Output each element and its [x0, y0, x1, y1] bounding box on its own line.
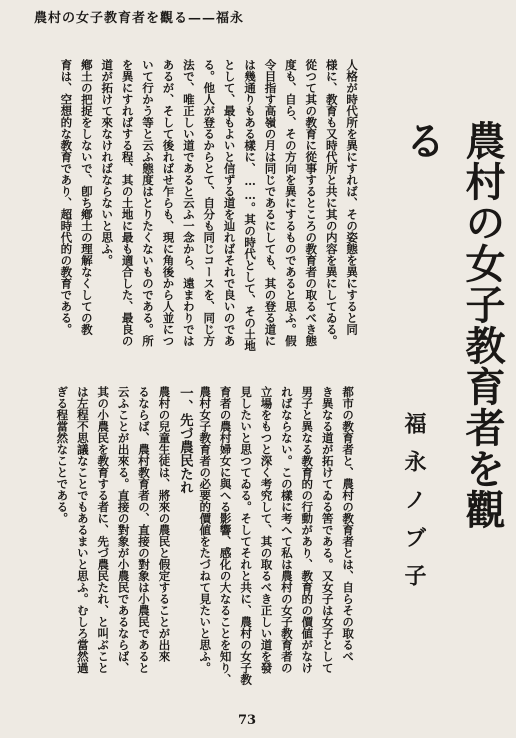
body-line: ればならない。この樣に考へて私は農村の女子教育者の: [279, 386, 294, 674]
running-head: 農村の女子教育者を觀る——福永: [34, 11, 245, 26]
section-heading: 一、先づ農民たれ: [176, 386, 193, 494]
body-line: として、最もよいと信ずる道を辿ればそれで良いのであ: [222, 59, 237, 347]
page-number: 73: [238, 713, 257, 728]
body-line: ぎる程當然なことである。: [55, 386, 70, 524]
body-line: 農村の兒童生徒は、將來の農民と假定することが出來: [157, 386, 172, 662]
body-line: を異にすればする程、其の土地に最も適合した、最良の: [120, 59, 135, 347]
body-line: は幾通りもある樣に、……。其の時代として、その土地: [243, 59, 258, 352]
body-line: き異なる道が拓けてゐる筈である。又女子は女子として: [320, 386, 335, 674]
body-line: 男子と異なる教育的の行動があり、教育的の價値がなけ: [300, 386, 315, 674]
body-line: 云ふことが出來る。直接の對象が小農民であるならば、: [116, 386, 131, 674]
article-title: 農村の女子教育者を觀る: [399, 120, 506, 530]
body-line: 育は、空想的な教育であり、超時代的の教育である。: [59, 59, 74, 335]
body-line: 度も、自ら、その方向を異にするものであると思ふ。假: [283, 59, 298, 347]
body-line: 都市の教育者と、農村の教育者とは、自らその取るべ: [341, 386, 356, 662]
body-line: 令目指す高嶺の月は同じであるにしても、其の登る道に: [263, 59, 278, 347]
body-line: あるが、そして後ればせ乍らも、現に角後から人並につ: [161, 59, 176, 347]
body-line: るならば、農村教育者の、直接の對象は小農民であると: [137, 386, 152, 674]
body-text-lower: [52, 386, 358, 696]
body-line: 育者の農村婦女に與へる影響、感化の大なることを知り、: [218, 386, 233, 685]
body-line: 道が拓けて來なければならないと思ふ。: [100, 59, 115, 266]
body-line: 様に、教育も又時代所と共に其の内容を異にしてゐる。: [324, 59, 339, 347]
body-line: 從つて其の教育に從事するところの教育者の取るべき態: [304, 59, 319, 347]
body-line: いて行かう等と云ふ態度はとりたくないものである。所: [141, 59, 156, 347]
body-text-upper: [56, 59, 362, 359]
author-name: 福永ノブ子: [401, 412, 427, 602]
body-line: 其の小農民を教育する者に、先づ農民たれ、と叫ぶこと: [96, 386, 111, 674]
body-line: は左程不思議なことでもあるまいと思ふ。むしろ當然過: [75, 386, 90, 674]
body-line: る。他人が登るからとて、自分も同じコースを、同じ方: [202, 59, 217, 347]
body-line: 人格が時代所を異にすれば、その姿態を異にすると同: [345, 59, 360, 335]
body-line: 見したいと思つてゐる。そしてそれと共に、農村の女子教: [239, 386, 254, 685]
body-line: 法で、唯正しい道であると云ふ一念から、遠まわりでは: [181, 59, 196, 347]
body-line: 鄕土の把捉をしないで、卽ち鄕土の理解なくしての教: [79, 59, 94, 335]
body-line: 農村女子教育者の必要的價値をたづねて見たいと思ふ。: [198, 386, 213, 674]
body-line: 立場をもつと深く考究して、其の取るべき正しい道を發: [259, 386, 274, 674]
